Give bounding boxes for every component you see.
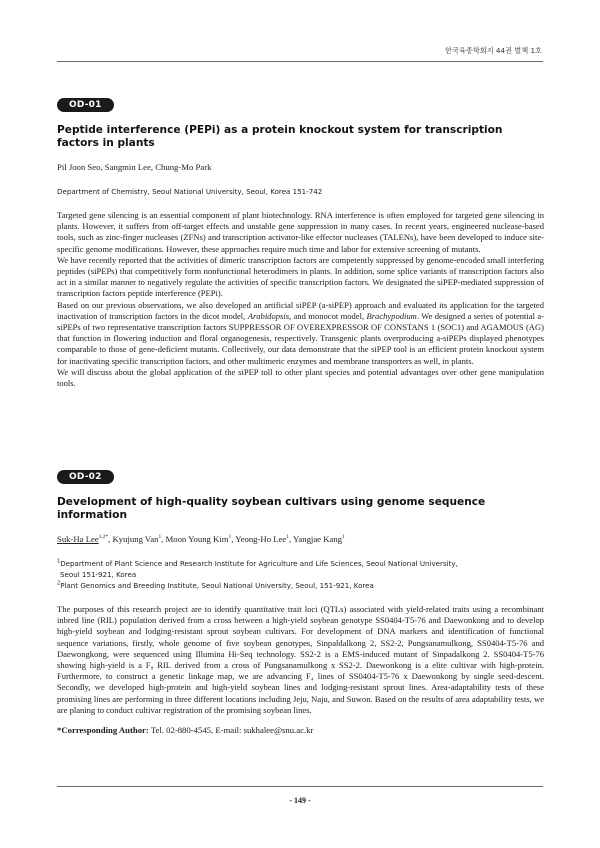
body-paragraph: The purposes of this research project are to identify quantitative trait loci (QTLs) associated with yield-related traits using a recombinant inbred line (RIL) population derived from a cross between a high-yield soybean genotype SS0404-T5-76 and Daewonkong and to develop high-yield soybean and lodging-resistant sprout soybean cultivars. For development of DNA markers and identification of functional sequence variations, firstly, whole genome of five soybean genotypes, Sinpaldalkong 2, SS2-2, Pungsanamulkong, SS0404-T5-76 and Daewongkong, were sequenced using Illumina Hi-Seq technology. SS2-2 is a EMS-induced mutant of Sinpadalkong 2. SS0404-T5-76 showing high-yield is a F₈ RIL derived from a cross of Pungsanamulkong x SS2-2. Daewonkong is a elite cultivar with high-protein. Furthermore, to construct a genetic linkage map, we are advancing F₄ lines of SS0404-T5-76 x Daewonkong by single seed-descent. Secondly, we developed high-protein and high-yield soybean lines and lodging-resistant sprout lines. Area-adaptability tests of these promising lines are performing in three different locations including Jeju, Naju, and Suwon. Based on the results of area adaptability tests, we are planing to conduct cultivar registration of the promising soybean lines.: [57, 604, 544, 715]
author-sup: 1: [158, 534, 162, 541]
species-name: Arabidopsis: [247, 310, 290, 321]
author-list: Suk-Ha Lee$^{1,2*}$, Kyujung Van$^1$, Moon Young Kim$^1$, Yeong-Ho Lee$^1$, Yangjae Kang$^1$: [57, 534, 345, 544]
affiliation-line: Seoul 151-921, Korea: [60, 570, 137, 579]
footer-divider: [57, 786, 543, 787]
body-paragraph: We have recently reported that the activities of dimeric transcription factors are competently suppressed by genome-encoded small interfering peptides (siPEPs) that competitively form nonfunctional heterodimers in plants. In addition, some splice variants of transcription factors also act in a similar manner to negatively regulate the activities of specific transcription factors. We designated the siPEP-mediated suppression of transcription factors peptide interference (PEPi).: [57, 254, 544, 299]
author-name: Kyujung Van: [112, 534, 159, 544]
abstract-title: Peptide interference (PEPi) as a protein knockout system for transcription factors in plants: [57, 124, 503, 149]
abstract-code-badge: OD-02: [57, 470, 114, 484]
abstract-body: [57, 604, 544, 716]
abstract-od-01: [57, 94, 544, 389]
author-name: Moon Young Kim: [165, 534, 229, 544]
abstract-title: Development of high-quality soybean cultivars using genome sequence information: [57, 496, 486, 521]
corresponding-author: [57, 725, 544, 735]
author-sup: 1,2*: [98, 534, 109, 541]
affiliation-line: Plant Genomics and Breeding Institute, Seoul National University, Seoul, 151-921, Korea: [60, 581, 374, 590]
body-paragraph: Targeted gene silencing is an essential component of plant biotechnology. RNA interference is often employed for targeted gene silencing in plants. However, it suffers from off-target effects and unstable gene suppression in many cases. In recent years, engineered nuclease-based tools, such as zinc-finger nucleases (ZFNs) and transcription activator-like effector nucleases (TALENs), have been developed to induce site-specific genome modifications. However, these approaches require much time and labor for extensive screening of mutants.: [57, 210, 544, 254]
author-list: Pil Joon Seo, Sangmin Lee, Chung-Mo Park: [57, 162, 212, 172]
abstract-od-02: [57, 466, 544, 735]
body-paragraph: Based on our previous observations, we also developed an artificial siPEP (a-siPEP) approach and evaluated its application for the targeted inactivation of transcription factors in the dicot model, Arabidopsis, and monocot model, Brachypodium. We designed a series of potential a-siPEPs of two representative transcription factors SUPPRESSOR OF OVEREXPRESSOR OF CONSTANS 1 (SOC1) and AGAMOUS (AG) that function in flowering induction and floral organogenesis, respectively. Transgenic plants overproducing a-siPEPs displayed phenotypes comparable to those of gene-deficient mutants. Collectively, our data demonstrate that the siPEP tool is an efficient protein knockout system for inactivating specific transcription factors, and other multimeric enzymes and membrane transporters as well, in plants.: [57, 299, 545, 366]
page-number: - 149 -: [289, 796, 311, 805]
affiliation-line: Department of Plant Science and Research Institute for Agriculture and Life Sciences, Seoul National University,: [60, 559, 458, 568]
species-name: Brachypodium: [366, 310, 417, 321]
author-sup: 1: [342, 534, 345, 541]
author-sup: 1: [228, 534, 232, 541]
abstract-body: [57, 210, 544, 389]
corresponding-contact: Tel. 02-880-4545, E-mail: sukhalee@snu.ac.kr: [150, 725, 314, 736]
corresponding-label: *Corresponding Author:: [57, 725, 149, 736]
abstract-code-badge: OD-01: [57, 98, 114, 112]
affiliation-sup: 2: [57, 580, 61, 587]
affiliation: [57, 558, 544, 569]
author-name: Yeong-Ho Lee: [235, 534, 287, 544]
author-name: Suk-Ha Lee: [57, 534, 99, 544]
author-name: Yangjae Kang: [292, 534, 343, 544]
body-paragraph: We will discuss about the global application of the siPEP toll to other plant species and potential advantages over other gene manipulation tools.: [57, 366, 544, 389]
affiliation: Department of Chemistry, Seoul National University, Seoul, Korea 151-742: [57, 187, 323, 196]
affiliation-sup: 1: [57, 558, 61, 565]
journal-header: 한국육종학회지 44권 별책 1호: [445, 46, 542, 55]
header-divider: [57, 61, 543, 62]
affiliation-list: [57, 558, 544, 591]
affiliation: [57, 580, 544, 591]
author-sup: 1: [286, 534, 289, 541]
